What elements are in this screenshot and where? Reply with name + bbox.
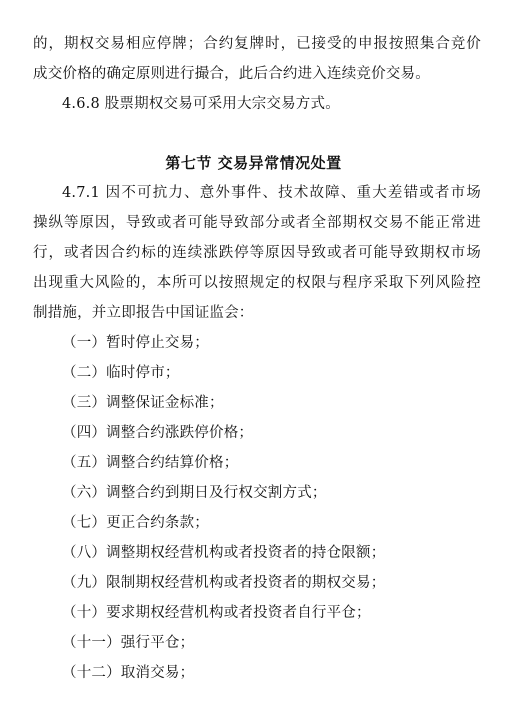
measure-item: （二）临时停市；: [62, 365, 180, 381]
clause-4-7-1-line-5: 制措施，并立即报告中国证监会：: [33, 305, 254, 321]
clause-4-7-1-line-2: 操纵等原因，导致或者可能导致部分或者全部期权交易不能正常进: [33, 215, 481, 231]
measure-item: （六）调整合约到期日及行权交割方式；: [62, 485, 327, 501]
measure-item: （十）要求期权经营机构或者投资者自行平仓；: [62, 605, 371, 621]
measure-item: （三）调整保证金标准；: [62, 395, 224, 411]
measure-item: （一）暂时停止交易；: [62, 335, 209, 351]
clause-4-6-8: 4.6.8 股票期权交易可采用大宗交易方式。: [62, 96, 340, 112]
measure-item: （十二）取消交易；: [62, 665, 195, 681]
section-title: 第七节 交易异常情况处置: [165, 154, 342, 172]
measure-item: （五）调整合约结算价格；: [62, 455, 239, 471]
clause-4-7-1-line-4: 出现重大风险的，本所可以按照规定的权限与程序采取下列风险控: [33, 275, 481, 291]
paragraph-continuation-line-2: 成交价格的确定原则进行撮合，此后合约进入连续竞价交易。: [33, 66, 430, 82]
measure-item: （四）调整合约涨跌停价格；: [62, 425, 254, 441]
measure-item: （七）更正合约条款；: [62, 515, 209, 531]
clause-4-7-1-line-3: 行，或者因合约标的连续涨跌停等原因导致或者可能导致期权市场: [33, 245, 481, 261]
paragraph-continuation-line-1: 的，期权交易相应停牌；合约复牌时，已接受的申报按照集合竞价: [33, 36, 481, 52]
measure-item: （九）限制期权经营机构或者投资者的期权交易；: [62, 575, 386, 591]
clause-4-7-1-line-1: 4.7.1 因不可抗力、意外事件、技术故障、重大差错或者市场: [62, 185, 481, 201]
measure-item: （八）调整期权经营机构或者投资者的持仓限额；: [62, 545, 386, 561]
measure-item: （十一）强行平仓；: [62, 635, 195, 651]
